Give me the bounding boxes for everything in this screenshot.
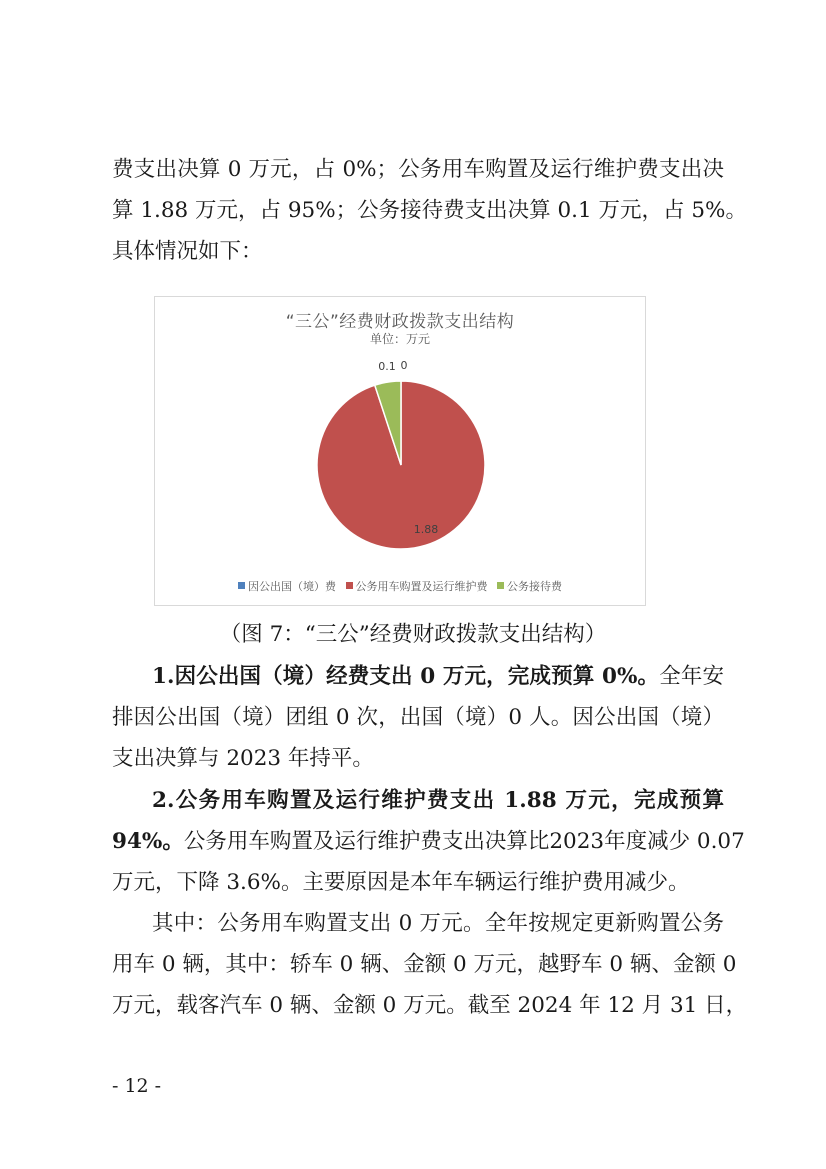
body-line: 具体情况如下： bbox=[112, 239, 263, 264]
body-line bbox=[112, 827, 745, 857]
pie-data-label: 0 bbox=[400, 359, 408, 372]
pie-chart bbox=[154, 296, 646, 606]
legend-label: 公务用车购置及运行维护费 bbox=[355, 580, 488, 593]
bold-heading: 2.公务用车购置及运行维护费支出 1.88 万元，完成预算 bbox=[152, 788, 724, 813]
inline-text: 公务用车购置及运行维护费支出决算比2023年度减少 0.07 bbox=[183, 829, 745, 854]
legend-item bbox=[238, 578, 336, 594]
body-line: 费支出决算 0 万元，占 0%；公务用车购置及运行维护费支出决 bbox=[112, 157, 724, 182]
inline-text: 全年安 bbox=[659, 664, 724, 689]
legend-swatch bbox=[346, 582, 353, 589]
legend-swatch bbox=[497, 582, 504, 589]
pie-data-label: 0.1 bbox=[378, 360, 396, 373]
legend-label: 公务接待费 bbox=[507, 580, 562, 593]
body-line: 算 1.88 万元，占 95%；公务接待费支出决算 0.1 万元，占 5%。 bbox=[112, 198, 747, 223]
body-line: 其中：公务用车购置支出 0 万元。全年按规定更新购置公务 bbox=[152, 911, 724, 936]
legend-swatch bbox=[238, 582, 245, 589]
figure-caption: （图 7：“三公”经费财政拨款支出结构） bbox=[219, 622, 607, 647]
pie-data-label: 1.88 bbox=[413, 523, 439, 536]
chart-legend bbox=[155, 578, 645, 594]
chart-title: “三公”经费财政拨款支出结构 bbox=[285, 312, 515, 332]
legend-item bbox=[346, 578, 488, 594]
body-line: 万元，载客汽车 0 辆、金额 0 万元。截至 2024 年 12 月 31 日， bbox=[112, 993, 748, 1018]
legend-item bbox=[497, 578, 562, 594]
bold-heading: 1.因公出国（境）经费支出 0 万元，完成预算 0%。 bbox=[152, 664, 660, 689]
body-line: 用车 0 辆，其中：轿车 0 辆、金额 0 万元，越野车 0 辆、金额 0 bbox=[112, 952, 737, 977]
chart-unit: 单位：万元 bbox=[369, 332, 430, 346]
body-line bbox=[152, 662, 724, 692]
body-line: 排因公出国（境）团组 0 次，出国（境）0 人。因公出国（境） bbox=[112, 705, 724, 730]
bold-heading: 94%。 bbox=[112, 829, 184, 854]
body-line: 万元，下降 3.6%。主要原因是本年车辆运行维护费用减少。 bbox=[112, 870, 690, 895]
legend-label: 因公出国（境）费 bbox=[248, 580, 336, 593]
body-line: 支出决算与 2023 年持平。 bbox=[112, 746, 374, 771]
pie-svg bbox=[155, 297, 645, 605]
page-number: - 12 - bbox=[112, 1075, 162, 1097]
